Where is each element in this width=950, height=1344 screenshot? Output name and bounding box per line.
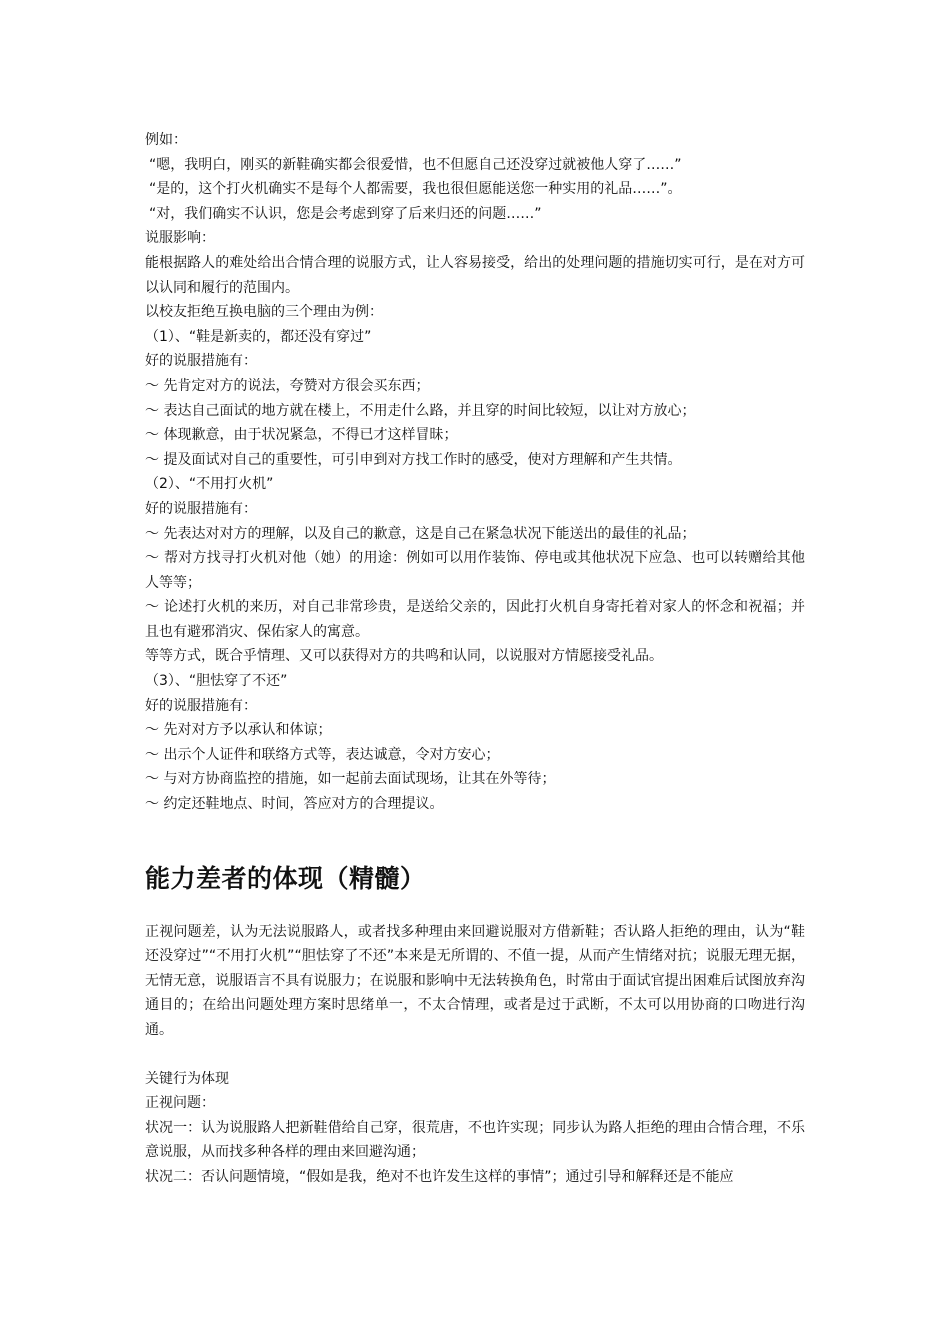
section-heading: 能力差者的体现（精髓） [145, 863, 426, 893]
effect-text: 能根据路人的难处给出合情合理的说服方式，让人容易接受，给出的处理问题的措施切实可行，是在对方可以认同和履行的范围内。 [145, 254, 805, 296]
poor-ability-paragraph: 正视问题差，认为无法说服路人，或者找多种理由来回避说服对方借新鞋；否认路人拒绝的理由，认为“鞋还没穿过”“不用打火机”“胆怯穿了不还”本来是无所谓的、不值一提，从而产生情绪对抗；说服无理无据，无情无意，说服语言不具有说服力；在说服和影响中无法转换角色，时常由于面试官提出困难后试图放弃沟通目的；在给出问题处理方案时思绪单一，不太合情理，或者是过于武断，不太可以用协商的口吻进行沟通。 [145, 923, 805, 1038]
example-quote-2: “是的，这个打火机确实不是每个人都需要，我也很但愿能送您一种实用的礼品……”。 [149, 181, 682, 198]
reason-3-measures-label: 好的说服措施有： [145, 697, 257, 714]
reason-3-measure: ～ 出示个人证件和联络方式等，表达诚意，令对方安心； [145, 746, 500, 763]
reason-1-measure: ～ 体现歉意，由于状况紧急，不得已才这样冒昧； [145, 427, 458, 444]
spacer [145, 896, 805, 920]
example-label: 例如： [145, 132, 187, 148]
reason-1-measure: ～ 表达自己面试的地方就在楼上，不用走什么路，并且穿的时间比较短，以让对方放心； [145, 402, 696, 419]
reason-3-measure: ～ 与对方协商监控的措施，如一起前去面试现场，让其在外等待； [145, 771, 556, 788]
example-quote-3: “对，我们确实不认识，您是会考虑到穿了后来归还的问题……” [149, 205, 542, 222]
reason-2-measures-label: 好的说服措施有： [145, 500, 257, 517]
reason-2-measure: ～ 帮对方找寻打火机对他（她）的用途：例如可以用作装饰、停电或其他状况下应急、也可以转赠给其他人等等； [145, 550, 805, 591]
effect-label: 说服影响： [145, 230, 215, 247]
spacer [145, 1043, 805, 1067]
reasons-intro: 以校友拒绝互换电脑的三个理由为例： [145, 304, 383, 321]
reason-3-measure: ～ 先对对方予以承认和体谅； [145, 722, 332, 739]
reason-1-measure: ～ 提及面试对自己的重要性，可引申到对方找工作时的感受，使对方理解和产生共情。 [145, 451, 682, 468]
reason-2-title: （2）、“不用打火机” [145, 476, 274, 493]
case-1-text: 状况一：认为说服路人把新鞋借给自己穿，很荒唐，不也许实现；同步认为路人拒绝的理由合情合理，不乐意说服，从而找多种各样的理由来回避沟通； [145, 1119, 805, 1161]
reason-3-measure: ～ 约定还鞋地点、时间，答应对方的合理提议。 [145, 796, 444, 813]
key-behaviors-label: 关键行为体现 [145, 1070, 229, 1087]
document-page [145, 128, 805, 1190]
reason-2-measure: ～ 论述打火机的来历，对自己非常珍贵，是送给父亲的，因此打火机自身寄托着对家人的怀念和祝福；并且也有避邪消灾、保佑家人的寓意。 [145, 599, 805, 640]
reason-2-summary: 等等方式，既合乎情理、又可以获得对方的共鸣和认同，以说服对方情愿接受礼品。 [145, 648, 663, 665]
case-2-text: 状况二：否认问题情境，“假如是我，绝对不也许发生这样的事情”；通过引导和解释还是不能应 [145, 1168, 734, 1185]
face-problem-label: 正视问题： [145, 1095, 215, 1112]
reason-1-measures-label: 好的说服措施有： [145, 353, 257, 370]
reason-1-measure: ～ 先肯定对方的说法，夸赞对方很会买东西； [145, 377, 430, 394]
reason-3-title: （3）、“胆怯穿了不还” [145, 673, 288, 690]
example-quote-1: “嗯，我明白，刚买的新鞋确实都会很爱惜，也不但愿自己还没穿过就被他人穿了……” [149, 156, 682, 173]
reason-1-title: （1）、“鞋是新卖的，都还没有穿过” [145, 328, 372, 345]
reason-2-measure: ～ 先表达对对方的理解，以及自己的歉意，这是自己在紧急状况下能送出的最佳的礼品； [145, 525, 696, 542]
